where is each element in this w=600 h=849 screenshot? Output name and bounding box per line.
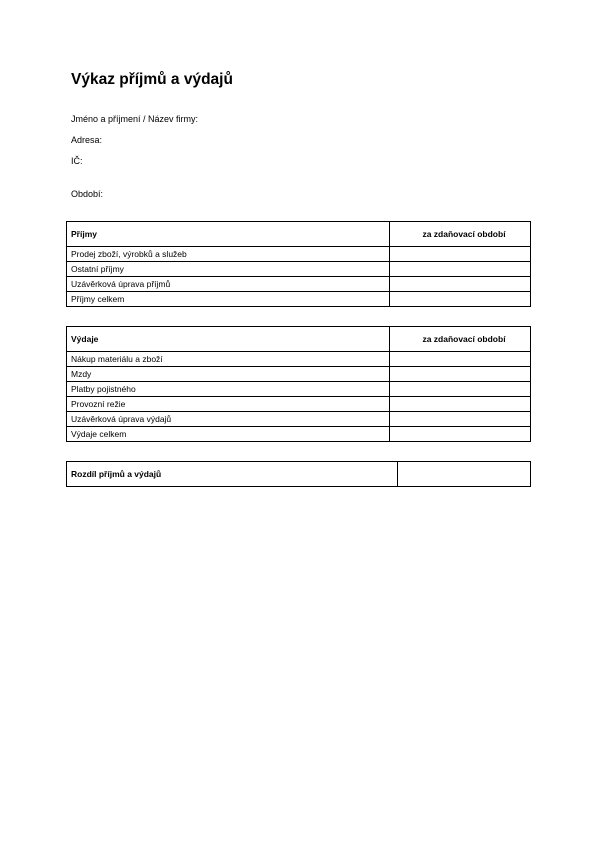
income-row-value[interactable] xyxy=(390,292,531,307)
page-title: Výkaz příjmů a výdajů xyxy=(71,71,233,88)
expenses-column-header: za zdaňovací období xyxy=(390,327,531,352)
table-row xyxy=(67,352,531,367)
income-column-header: za zdaňovací období xyxy=(390,222,531,247)
expenses-header-row xyxy=(67,327,531,352)
expenses-header: Výdaje xyxy=(67,327,390,352)
income-header-row xyxy=(67,222,531,247)
table-row xyxy=(67,382,531,397)
income-row-label: Uzávěrková úprava příjmů xyxy=(67,277,390,292)
expenses-row-label: Mzdy xyxy=(67,367,390,382)
expenses-row-value[interactable] xyxy=(390,382,531,397)
expenses-row-value[interactable] xyxy=(390,352,531,367)
expenses-row-value[interactable] xyxy=(390,367,531,382)
table-row xyxy=(67,292,531,307)
ic-field-label: IČ: xyxy=(71,156,83,166)
income-row-label: Příjmy celkem xyxy=(67,292,390,307)
difference-row xyxy=(67,462,531,487)
income-row-value[interactable] xyxy=(390,277,531,292)
table-row xyxy=(67,367,531,382)
difference-label: Rozdíl příjmů a výdajů xyxy=(67,462,398,487)
table-row xyxy=(67,397,531,412)
expenses-row-value[interactable] xyxy=(390,427,531,442)
expenses-row-label: Nákup materiálu a zboží xyxy=(67,352,390,367)
table-row xyxy=(67,262,531,277)
table-row xyxy=(67,427,531,442)
name-field-label: Jméno a příjmení / Název firmy: xyxy=(71,114,199,124)
expenses-row-label: Uzávěrková úprava výdajů xyxy=(67,412,390,427)
expenses-table xyxy=(66,326,531,442)
expenses-row-label: Platby pojistného xyxy=(67,382,390,397)
income-row-label: Ostatní příjmy xyxy=(67,262,390,277)
expenses-row-label: Provozní režie xyxy=(67,397,390,412)
difference-value[interactable] xyxy=(398,462,531,487)
income-table xyxy=(66,221,531,307)
income-row-value[interactable] xyxy=(390,247,531,262)
address-field-label: Adresa: xyxy=(71,135,103,145)
table-row xyxy=(67,277,531,292)
income-header: Příjmy xyxy=(67,222,390,247)
difference-table xyxy=(66,461,531,487)
income-row-value[interactable] xyxy=(390,262,531,277)
period-field-label: Období: xyxy=(71,189,104,199)
income-row-label: Prodej zboží, výrobků a služeb xyxy=(67,247,390,262)
table-row xyxy=(67,247,531,262)
expenses-row-value[interactable] xyxy=(390,412,531,427)
table-row xyxy=(67,412,531,427)
expenses-row-label: Výdaje celkem xyxy=(67,427,390,442)
expenses-row-value[interactable] xyxy=(390,397,531,412)
